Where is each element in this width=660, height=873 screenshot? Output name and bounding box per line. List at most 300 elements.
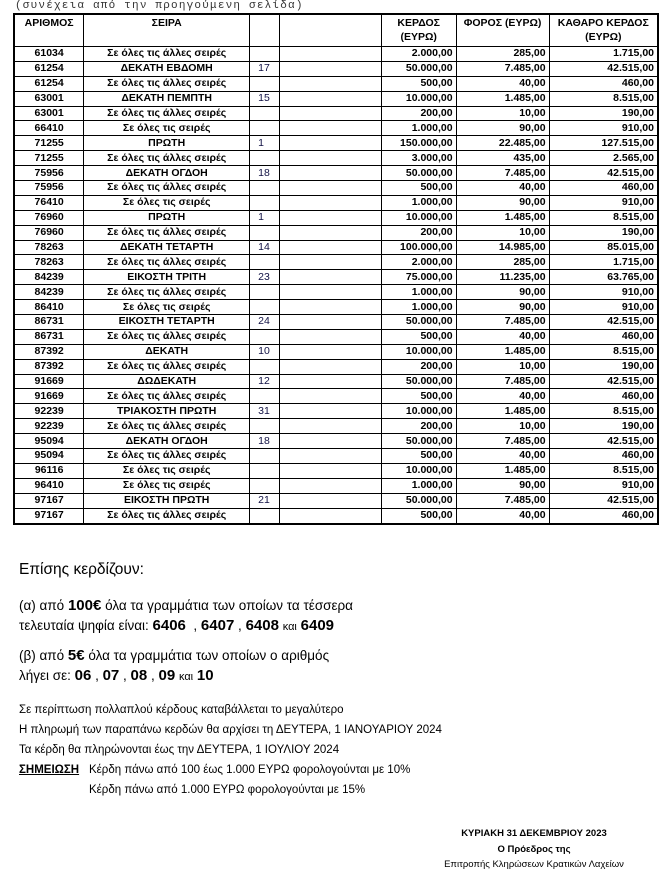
table-row	[14, 240, 658, 255]
cell-tax: 40,00	[456, 76, 549, 91]
cell-number: 96410	[14, 478, 84, 493]
cell-series-no	[250, 151, 280, 166]
cell-spacer	[280, 404, 382, 419]
cell-spacer	[280, 151, 382, 166]
cell-tax: 40,00	[456, 181, 549, 196]
cell-series-no	[250, 329, 280, 344]
cell-win: 2.000,00	[381, 255, 456, 270]
cell-win: 100.000,00	[381, 240, 456, 255]
cell-tax: 90,00	[456, 300, 549, 315]
cell-series-no	[250, 106, 280, 121]
signature-title: Ο Πρόεδρος της	[497, 843, 571, 855]
header-number: ΑΡΙΘΜΟΣ	[14, 14, 84, 47]
cell-series-no	[250, 255, 280, 270]
cell-win: 10.000,00	[381, 344, 456, 359]
table-row	[14, 374, 658, 389]
note-payment-end: Τα κέρδη θα πληρώνονται έως την ΔΕΥΤΕΡΑ, 1 ΙΟΥΛΙΟΥ 2024	[19, 744, 340, 756]
table-row	[14, 419, 658, 434]
table-row	[14, 359, 658, 374]
cell-tax: 90,00	[456, 285, 549, 300]
cell-win: 3.000,00	[381, 151, 456, 166]
cell-win: 50.000,00	[381, 374, 456, 389]
cell-number: 84239	[14, 285, 84, 300]
cell-tax: 1.485,00	[456, 91, 549, 106]
table-row	[14, 61, 658, 76]
table-row	[14, 121, 658, 136]
cell-series: ΠΡΩΤΗ	[84, 210, 250, 225]
cell-series: ΔΕΚΑΤΗ ΟΓΔΟΗ	[84, 434, 250, 449]
cell-number: 76960	[14, 225, 84, 240]
cell-number: 78263	[14, 240, 84, 255]
cell-net: 127.515,00	[549, 136, 658, 151]
cell-series: Σε όλες τις σειρές	[84, 463, 250, 478]
cell-tax: 1.485,00	[456, 463, 549, 478]
cell-series: ΕΙΚΟΣΤΗ ΤΕΤΑΡΤΗ	[84, 315, 250, 330]
cell-number: 75956	[14, 181, 84, 196]
cell-spacer	[280, 419, 382, 434]
table-row	[14, 329, 658, 344]
also-winning-b: (β) από 5€ όλα τα γραμμάτια των οποίων ο αριθμός λήγει σε: 06 , 07 , 08 , 09 και 10	[19, 647, 330, 684]
cell-net: 190,00	[549, 419, 658, 434]
header-win: ΚΕΡΔΟΣ (ΕΥΡΩ)	[381, 14, 456, 47]
cell-net: 190,00	[549, 225, 658, 240]
note-label: ΣΗΜΕΙΩΣΗ	[19, 764, 80, 776]
table-row	[14, 493, 658, 508]
cell-net: 42.515,00	[549, 166, 658, 181]
cell-spacer	[280, 449, 382, 464]
cell-win: 1.000,00	[381, 121, 456, 136]
cell-tax: 22.485,00	[456, 136, 549, 151]
cell-series: ΕΙΚΟΣΤΗ ΤΡΙΤΗ	[84, 270, 250, 285]
cell-number: 63001	[14, 106, 84, 121]
cell-series-no	[250, 47, 280, 62]
cell-win: 500,00	[381, 508, 456, 523]
cell-spacer	[280, 106, 382, 121]
table-row	[14, 210, 658, 225]
b-ending-3: 08	[130, 667, 148, 684]
cell-tax: 90,00	[456, 121, 549, 136]
note-tax-row	[19, 760, 442, 780]
b-text1: όλα τα γραμμάτια των οποίων ο αριθμός	[84, 648, 330, 663]
cell-series: Σε όλες τις άλλες σειρές	[84, 508, 250, 523]
cell-number: 95094	[14, 434, 84, 449]
cell-win: 200,00	[381, 419, 456, 434]
cell-series-no	[250, 508, 280, 523]
a-amount: 100€	[67, 597, 102, 614]
cell-win: 50.000,00	[381, 166, 456, 181]
b-prefix: (β) από	[19, 648, 68, 663]
cell-win: 150.000,00	[381, 136, 456, 151]
cell-tax: 11.235,00	[456, 270, 549, 285]
continuation-note: (συνέχεια από την προηγούμενη σελίδα)	[15, 0, 304, 12]
cell-net: 910,00	[549, 300, 658, 315]
signature-org: Επιτροπής Κληρώσεων Κρατικών Λαχείων	[444, 859, 624, 870]
cell-tax: 90,00	[456, 195, 549, 210]
cell-tax: 40,00	[456, 508, 549, 523]
cell-series-no	[250, 181, 280, 196]
cell-series: Σε όλες τις άλλες σειρές	[84, 449, 250, 464]
cell-net: 42.515,00	[549, 61, 658, 76]
cell-win: 10.000,00	[381, 404, 456, 419]
cell-net: 8.515,00	[549, 463, 658, 478]
cell-tax: 7.485,00	[456, 166, 549, 181]
table-row	[14, 181, 658, 196]
cell-series: ΔΕΚΑΤΗ ΠΕΜΠΤΗ	[84, 91, 250, 106]
notes	[19, 700, 442, 800]
cell-tax: 10,00	[456, 106, 549, 121]
table-row	[14, 76, 658, 91]
cell-spacer	[280, 478, 382, 493]
cell-tax: 1.485,00	[456, 404, 549, 419]
table-row	[14, 270, 658, 285]
cell-net: 460,00	[549, 449, 658, 464]
a-ending-2: 6407	[200, 617, 235, 634]
cell-win: 1.000,00	[381, 195, 456, 210]
cell-series-no: 14	[250, 240, 280, 255]
note-payment-start: Η πληρωμή των παραπάνω κερδών θα αρχίσει τη ΔΕΥΤΕΡΑ, 1 ΙΑΝΟΥΑΡΙΟΥ 2024	[19, 724, 442, 736]
cell-series-no: 17	[250, 61, 280, 76]
cell-net: 460,00	[549, 329, 658, 344]
table-row	[14, 255, 658, 270]
cell-net: 190,00	[549, 359, 658, 374]
signature-date: ΚΥΡΙΑΚΗ 31 ΔΕΚΕΜΒΡΙΟΥ 2023	[461, 828, 607, 839]
cell-tax: 10,00	[456, 419, 549, 434]
cell-series: Σε όλες τις σειρές	[84, 300, 250, 315]
cell-win: 10.000,00	[381, 91, 456, 106]
cell-series: Σε όλες τις άλλες σειρές	[84, 106, 250, 121]
cell-win: 10.000,00	[381, 463, 456, 478]
cell-number: 92239	[14, 404, 84, 419]
cell-series: Σε όλες τις άλλες σειρές	[84, 76, 250, 91]
cell-win: 10.000,00	[381, 210, 456, 225]
cell-net: 8.515,00	[549, 91, 658, 106]
table-row	[14, 344, 658, 359]
cell-tax: 7.485,00	[456, 61, 549, 76]
cell-series: Σε όλες τις άλλες σειρές	[84, 389, 250, 404]
cell-number: 91669	[14, 389, 84, 404]
cell-spacer	[280, 91, 382, 106]
cell-net: 85.015,00	[549, 240, 658, 255]
cell-number: 76960	[14, 210, 84, 225]
cell-number: 66410	[14, 121, 84, 136]
a-ending-3: 6408	[245, 617, 279, 634]
cell-win: 1.000,00	[381, 300, 456, 315]
cell-tax: 7.485,00	[456, 493, 549, 508]
header-series-no	[250, 14, 280, 47]
cell-win: 1.000,00	[381, 285, 456, 300]
cell-spacer	[280, 300, 382, 315]
cell-spacer	[280, 76, 382, 91]
cell-number: 95094	[14, 449, 84, 464]
cell-tax: 10,00	[456, 359, 549, 374]
cell-net: 1.715,00	[549, 255, 658, 270]
cell-series: Σε όλες τις σειρές	[84, 195, 250, 210]
table-row	[14, 449, 658, 464]
cell-series-no: 1	[250, 136, 280, 151]
cell-spacer	[280, 166, 382, 181]
cell-win: 1.000,00	[381, 478, 456, 493]
table-header-row	[14, 14, 658, 47]
table-body	[14, 47, 658, 524]
cell-tax: 40,00	[456, 329, 549, 344]
cell-net: 42.515,00	[549, 315, 658, 330]
cell-win: 500,00	[381, 76, 456, 91]
cell-series-no: 18	[250, 434, 280, 449]
table-row	[14, 285, 658, 300]
table-row	[14, 389, 658, 404]
a-ending-1: 6406	[152, 617, 186, 634]
b-amount: 5€	[67, 647, 85, 664]
cell-spacer	[280, 493, 382, 508]
table-row	[14, 434, 658, 449]
cell-number: 92239	[14, 419, 84, 434]
cell-win: 75.000,00	[381, 270, 456, 285]
cell-series-no: 18	[250, 166, 280, 181]
cell-net: 42.515,00	[549, 493, 658, 508]
table-row	[14, 47, 658, 62]
cell-series: ΔΩΔΕΚΑΤΗ	[84, 374, 250, 389]
cell-number: 87392	[14, 359, 84, 374]
b-ending-5: 10	[196, 667, 214, 684]
cell-net: 190,00	[549, 106, 658, 121]
cell-tax: 14.985,00	[456, 240, 549, 255]
cell-tax: 435,00	[456, 151, 549, 166]
cell-series: Σε όλες τις άλλες σειρές	[84, 47, 250, 62]
cell-spacer	[280, 344, 382, 359]
cell-series-no: 15	[250, 91, 280, 106]
table-row	[14, 106, 658, 121]
cell-net: 42.515,00	[549, 374, 658, 389]
cell-series-no: 21	[250, 493, 280, 508]
cell-series: Σε όλες τις άλλες σειρές	[84, 181, 250, 196]
a-text2: τελευταία ψηφία είναι:	[19, 618, 153, 633]
cell-series: Σε όλες τις σειρές	[84, 121, 250, 136]
cell-net: 460,00	[549, 508, 658, 523]
cell-spacer	[280, 210, 382, 225]
table-row	[14, 300, 658, 315]
cell-number: 61034	[14, 47, 84, 62]
cell-series: Σε όλες τις άλλες σειρές	[84, 255, 250, 270]
cell-series-no	[250, 463, 280, 478]
cell-series-no: 24	[250, 315, 280, 330]
cell-series-no: 1	[250, 210, 280, 225]
cell-tax: 40,00	[456, 449, 549, 464]
cell-number: 61254	[14, 76, 84, 91]
cell-spacer	[280, 225, 382, 240]
header-spacer	[280, 14, 382, 47]
cell-spacer	[280, 195, 382, 210]
cell-spacer	[280, 434, 382, 449]
b-ending-2: 07	[102, 667, 120, 684]
a-and: και	[282, 621, 297, 633]
b-ending-4: 09	[158, 667, 176, 684]
cell-net: 63.765,00	[549, 270, 658, 285]
cell-number: 86410	[14, 300, 84, 315]
cell-net: 460,00	[549, 76, 658, 91]
cell-series: Σε όλες τις άλλες σειρές	[84, 285, 250, 300]
cell-series-no	[250, 195, 280, 210]
cell-series: Σε όλες τις άλλες σειρές	[84, 225, 250, 240]
cell-win: 50.000,00	[381, 434, 456, 449]
cell-win: 500,00	[381, 449, 456, 464]
also-winning-title: Επίσης κερδίζουν:	[19, 561, 144, 578]
table-row	[14, 508, 658, 523]
cell-net: 910,00	[549, 478, 658, 493]
cell-series-no	[250, 300, 280, 315]
cell-net: 460,00	[549, 181, 658, 196]
table-row	[14, 166, 658, 181]
cell-tax: 1.485,00	[456, 344, 549, 359]
also-winning-a: (α) από 100€ όλα τα γραμμάτια των οποίων τα τέσσερα τελευταία ψηφία είναι: 6406 , 6407 , 6408 και 6409	[19, 597, 353, 634]
cell-number: 86731	[14, 315, 84, 330]
table-row	[14, 404, 658, 419]
cell-tax: 7.485,00	[456, 315, 549, 330]
cell-net: 8.515,00	[549, 344, 658, 359]
cell-series-no	[250, 121, 280, 136]
cell-spacer	[280, 47, 382, 62]
cell-spacer	[280, 285, 382, 300]
cell-win: 50.000,00	[381, 315, 456, 330]
cell-spacer	[280, 329, 382, 344]
results-table	[13, 13, 659, 525]
cell-series-no	[250, 478, 280, 493]
cell-series-no	[250, 389, 280, 404]
cell-series: Σε όλες τις άλλες σειρές	[84, 419, 250, 434]
cell-series-no	[250, 285, 280, 300]
signature-block	[424, 826, 644, 873]
cell-tax: 90,00	[456, 478, 549, 493]
a-text1: όλα τα γραμμάτια των οποίων τα τέσσερα	[101, 598, 353, 613]
cell-series: Σε όλες τις άλλες σειρές	[84, 359, 250, 374]
cell-spacer	[280, 255, 382, 270]
table-row	[14, 225, 658, 240]
cell-number: 76410	[14, 195, 84, 210]
cell-win: 200,00	[381, 225, 456, 240]
a-ending-4: 6409	[300, 617, 335, 634]
header-net: ΚΑΘΑΡΟ ΚΕΡΔΟΣ (ΕΥΡΩ)	[549, 14, 658, 47]
table-row	[14, 478, 658, 493]
header-tax: ΦΟΡΟΣ (ΕΥΡΩ)	[456, 14, 549, 47]
cell-spacer	[280, 270, 382, 285]
cell-net: 910,00	[549, 121, 658, 136]
cell-number: 97167	[14, 508, 84, 523]
cell-tax: 7.485,00	[456, 434, 549, 449]
cell-number: 84239	[14, 270, 84, 285]
cell-net: 8.515,00	[549, 210, 658, 225]
cell-series-no	[250, 359, 280, 374]
cell-spacer	[280, 315, 382, 330]
cell-net: 1.715,00	[549, 47, 658, 62]
cell-win: 200,00	[381, 106, 456, 121]
cell-number: 71255	[14, 151, 84, 166]
cell-spacer	[280, 359, 382, 374]
cell-series: Σε όλες τις άλλες σειρές	[84, 151, 250, 166]
cell-series: ΤΡΙΑΚΟΣΤΗ ΠΡΩΤΗ	[84, 404, 250, 419]
cell-series-no: 10	[250, 344, 280, 359]
cell-spacer	[280, 240, 382, 255]
cell-spacer	[280, 61, 382, 76]
table-row	[14, 463, 658, 478]
cell-spacer	[280, 374, 382, 389]
cell-series-no: 31	[250, 404, 280, 419]
cell-spacer	[280, 181, 382, 196]
cell-net: 8.515,00	[549, 404, 658, 419]
cell-series: Σε όλες τις άλλες σειρές	[84, 329, 250, 344]
cell-number: 91669	[14, 374, 84, 389]
a-prefix: (α) από	[19, 598, 68, 613]
cell-series-no: 23	[250, 270, 280, 285]
cell-number: 87392	[14, 344, 84, 359]
cell-series-no	[250, 449, 280, 464]
cell-series-no	[250, 76, 280, 91]
table-row	[14, 91, 658, 106]
cell-net: 2.565,00	[549, 151, 658, 166]
cell-number: 96116	[14, 463, 84, 478]
cell-spacer	[280, 389, 382, 404]
note-tax2: Κέρδη πάνω από 1.000 ΕΥΡΩ φορολογούνται με 15%	[89, 784, 366, 796]
cell-number: 61254	[14, 61, 84, 76]
cell-series-no	[250, 419, 280, 434]
cell-series: ΔΕΚΑΤΗ ΟΓΔΟΗ	[84, 166, 250, 181]
cell-series: ΔΕΚΑΤΗ ΕΒΔΟΜΗ	[84, 61, 250, 76]
note-multiple: Σε περίπτωση πολλαπλού κέρδους καταβάλλεται το μεγαλύτερο	[19, 704, 344, 716]
cell-win: 2.000,00	[381, 47, 456, 62]
cell-number: 63001	[14, 91, 84, 106]
cell-number: 78263	[14, 255, 84, 270]
cell-series: ΕΙΚΟΣΤΗ ΠΡΩΤΗ	[84, 493, 250, 508]
cell-win: 50.000,00	[381, 493, 456, 508]
cell-spacer	[280, 136, 382, 151]
cell-tax: 285,00	[456, 47, 549, 62]
cell-tax: 10,00	[456, 225, 549, 240]
cell-win: 500,00	[381, 181, 456, 196]
cell-series-no: 12	[250, 374, 280, 389]
cell-spacer	[280, 463, 382, 478]
cell-net: 910,00	[549, 285, 658, 300]
b-text2: λήγει σε:	[19, 668, 75, 683]
cell-tax: 40,00	[456, 389, 549, 404]
cell-win: 500,00	[381, 389, 456, 404]
note-tax1: Κέρδη πάνω από 100 έως 1.000 ΕΥΡΩ φορολογούνται με 10%	[89, 764, 411, 776]
cell-net: 910,00	[549, 195, 658, 210]
table-row	[14, 195, 658, 210]
table-row	[14, 151, 658, 166]
header-series: ΣΕΙΡΑ	[84, 14, 250, 47]
cell-series-no	[250, 225, 280, 240]
cell-number: 97167	[14, 493, 84, 508]
cell-net: 460,00	[549, 389, 658, 404]
cell-win: 200,00	[381, 359, 456, 374]
cell-net: 42.515,00	[549, 434, 658, 449]
table-row	[14, 136, 658, 151]
table-row	[14, 315, 658, 330]
cell-series: ΔΕΚΑΤΗ	[84, 344, 250, 359]
cell-number: 86731	[14, 329, 84, 344]
cell-win: 500,00	[381, 329, 456, 344]
cell-spacer	[280, 508, 382, 523]
cell-number: 71255	[14, 136, 84, 151]
cell-spacer	[280, 121, 382, 136]
b-ending-1: 06	[74, 667, 92, 684]
cell-series: Σε όλες τις σειρές	[84, 478, 250, 493]
cell-series: ΠΡΩΤΗ	[84, 136, 250, 151]
cell-win: 50.000,00	[381, 61, 456, 76]
cell-tax: 1.485,00	[456, 210, 549, 225]
cell-number: 75956	[14, 166, 84, 181]
cell-series: ΔΕΚΑΤΗ ΤΕΤΑΡΤΗ	[84, 240, 250, 255]
cell-tax: 7.485,00	[456, 374, 549, 389]
b-and: και	[178, 671, 194, 683]
